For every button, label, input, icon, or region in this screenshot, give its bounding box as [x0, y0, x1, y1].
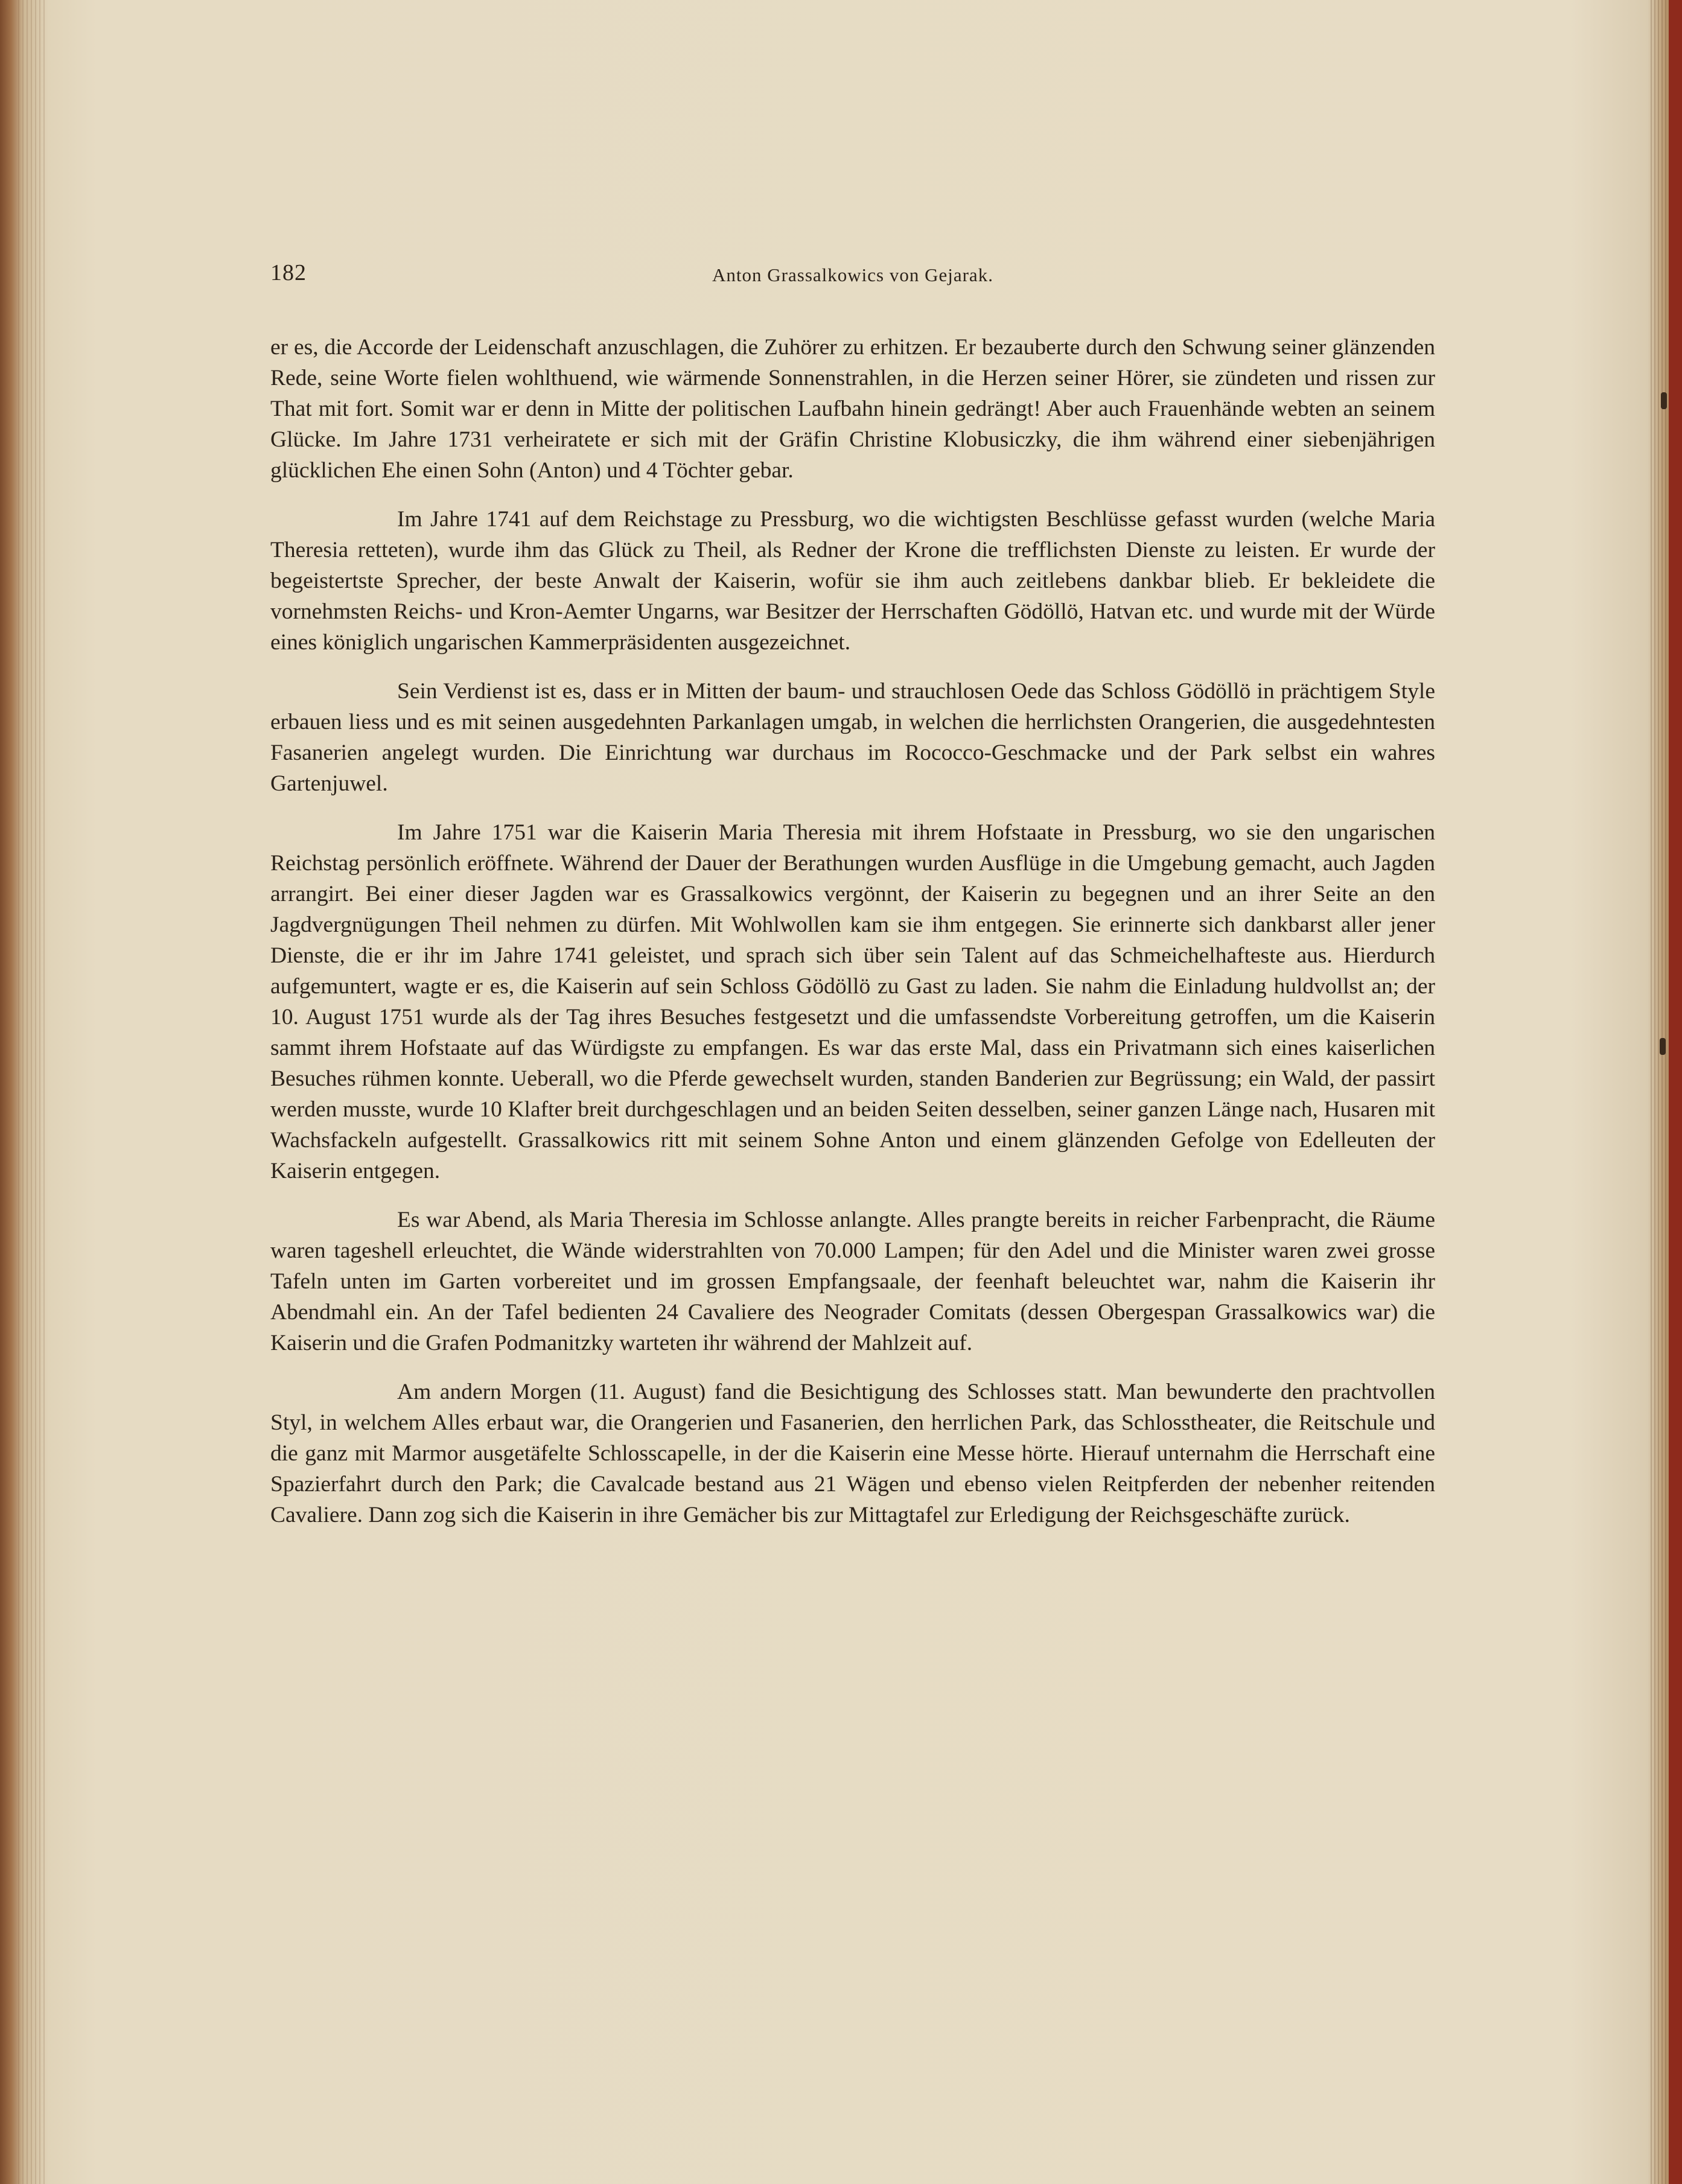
page-number: 182 [270, 260, 307, 285]
binding-thread-mark [1660, 1038, 1666, 1055]
body-text [270, 332, 1435, 1530]
paragraph: Es war Abend, als Maria Theresia im Schlosse anlangte. Alles prangte bereits in reicher Farbenpracht, die Räume waren tageshell erleuchtet, die Wände widerstrahlten von 70.000 Lampen; für den Adel und die Minister waren zwei grosse Tafeln unten im Garten vorbereitet und im grossen Empfangsaale, der feenhaft beleuchtet war, nahm die Kaiserin ihr Abendmahl ein. An der Tafel bedienten 24 Cavaliere des Neograder Comitats (dessen Obergespan Grassalkowics war) die Kaiserin und die Grafen Podmanitzky warteten ihr während der Mahlzeit auf. [270, 1208, 1435, 1355]
book-page [270, 259, 1435, 1889]
running-head [270, 259, 1435, 296]
paragraph: Sein Verdienst ist es, dass er in Mitten der baum- und strauchlosen Oede das Schloss Gödöllö in prächtigem Style erbauen liess und es mit seinen ausgedehnten Parkanlagen umgab, in welchen die herrlichsten Orangerien, die ausgedehntesten Fasanerien angelegt wurden. Die Einrichtung war durchaus im Rococco-Geschmacke und der Park selbst ein wahres Gartenjuwel. [270, 679, 1435, 796]
left-page-edges [18, 0, 47, 2184]
paragraph: Im Jahre 1751 war die Kaiserin Maria Theresia mit ihrem Hofstaate in Pressburg, wo sie den ungarischen Reichstag persönlich eröffnete. Während der Dauer der Berathungen wurden Ausflüge in die Umgebung gemacht, auch Jagden arrangirt. Bei einer dieser Jagden war es Grassalkowics vergönnt, der Kaiserin zu begegnen und an ihrer Seite an den Jagdvergnügungen Theil nehmen zu dürfen. Mit Wohlwollen kam sie ihm entgegen. Sie erinnerte sich dankbarst aller jener Dienste, die er ihr im Jahre 1741 geleistet, und sprach sich über sein Talent auf das Schmeichelhafteste aus. Hierdurch aufgemuntert, wagte er es, die Kaiserin auf sein Schloss Gödöllö zu Gast zu laden. Sie nahm die Einladung huldvollst an; der 10. August 1751 wurde als der Tag ihres Besuches festgesetzt und die umfassendste Vorbereitung getroffen, um die Kaiserin sammt ihrem Hofstaate auf das Würdigste zu empfangen. Es war das erste Mal, dass ein Privatmann sich eines kaiserlichen Besuches rühmen konnte. Ueberall, wo die Pferde gewechselt wurden, standen Banderien zur Begrüssung; ein Wald, der passirt werden musste, wurde 10 Klafter breit durchgeschlagen und an beiden Seiten desselben, seiner ganzen Länge nach, Husaren mit Wachsfackeln aufgestellt. Grassalkowics ritt mit seinem Sohne Anton und einem glänzenden Gefolge von Edelleuten der Kaiserin entgegen. [270, 820, 1435, 1183]
paragraph: er es, die Accorde der Leidenschaft anzuschlagen, die Zuhörer zu erhitzen. Er bezauberte durch den Schwung seiner glänzenden Rede, seine Worte fielen wohlthuend, wie wärmende Sonnenstrahlen, in die Herzen seiner Hörer, sie zündeten und rissen zur That mit fort. Somit war er denn in Mitte der politischen Laufbahn hinein gedrängt! Aber auch Frauenhände webten an seinem Glücke. Im Jahre 1731 verheiratete er sich mit der Gräfin Christine Klobusiczky, die ihm während einer siebenjährigen glücklichen Ehe einen Sohn (Anton) und 4 Töchter gebar. [270, 335, 1435, 483]
paragraph: Am andern Morgen (11. August) fand die Besichtigung des Schlosses statt. Man bewunderte den prachtvollen Styl, in welchem Alles erbaut war, die Orangerien und Fasanerien, den herrlichen Park, das Schlosstheater, die Reitschule und die ganz mit Marmor ausgetäfelte Schlosscapelle, in der die Kaiserin eine Messe hörte. Hierauf unternahm die Herrschaft eine Spazierfahrt durch den Park; die Cavalcade bestand aus 21 Wägen und ebenso vielen Reitpferden der nebenher reitenden Cavaliere. Dann zog sich die Kaiserin in ihre Gemächer bis zur Mittagtafel zur Erledigung der Reichsgeschäfte zurück. [270, 1380, 1435, 1527]
running-title: Anton Grassalkowics von Gejarak. [712, 264, 993, 285]
binding-thread-mark [1661, 392, 1667, 409]
binding-cover-edge [1669, 0, 1682, 2184]
paragraph: Im Jahre 1741 auf dem Reichstage zu Pressburg, wo die wichtigsten Beschlüsse gefasst wurden (welche Maria Theresia retteten), wurde ihm das Glück zu Theil, als Redner der Krone die trefflichsten Dienste zu leisten. Er wurde der begeistertste Sprecher, der beste Anwalt der Kaiserin, wofür sie ihm auch zeitlebens dankbar blieb. Er bekleidete die vornehmsten Reichs- und Kron-Aemter Ungarns, war Besitzer der Herrschaften Gödöllö, Hatvan etc. und wurde mit der Würde eines königlich ungarischen Kammerpräsidenten ausgezeichnet. [270, 507, 1435, 655]
